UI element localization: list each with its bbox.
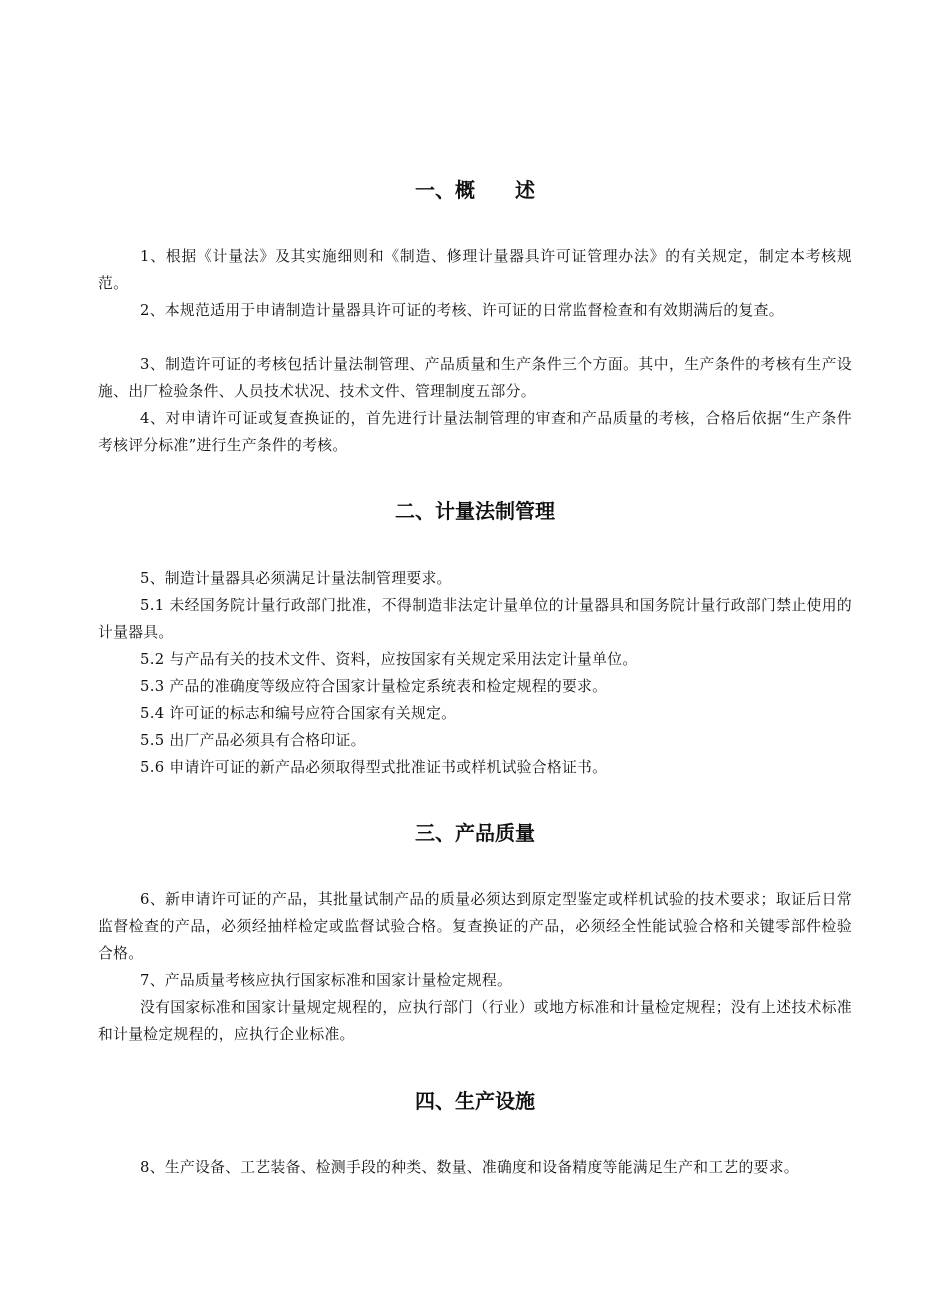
- paragraph: 2、本规范适用于申请制造计量器具许可证的考核、许可证的日常监督检查和有效期满后的复查。: [140, 302, 784, 319]
- paragraph: 5.3 产品的准确度等级应符合国家计量检定系统表和检定规程的要求。: [140, 678, 608, 695]
- paragraph: 5.4 许可证的标志和编号应符合国家有关规定。: [140, 705, 457, 722]
- paragraph: 7、产品质量考核应执行国家标准和国家计量检定规程。: [140, 972, 513, 989]
- paragraph: 4、对申请许可证或复查换证的，首先进行计量法制管理的审查和产品质量的考核，合格后依据“生产条件考核评分标准”进行生产条件的考核。: [98, 410, 852, 454]
- section-heading-overview: 一、概 述: [415, 178, 535, 202]
- paragraph: 5.6 申请许可证的新产品必须取得型式批准证书或样机试验合格证书。: [140, 759, 608, 776]
- paragraph: 1、根据《计量法》及其实施细则和《制造、修理计量器具许可证管理办法》的有关规定，制定本考核规范。: [98, 248, 852, 292]
- paragraph: 6、新申请许可证的产品，其批量试制产品的质量必须达到原定型鉴定或样机试验的技术要求；取证后日常监督检查的产品，必须经抽样检定或监督试验合格。复查换证的产品，必须经全性能试验合格和关键零部件检验合格。: [98, 891, 852, 962]
- paragraph: 5.2 与产品有关的技术文件、资料，应按国家有关规定采用法定计量单位。: [140, 651, 638, 668]
- paragraph: 5.5 出厂产品必须具有合格印证。: [140, 732, 366, 749]
- section-heading-legal-management: 二、计量法制管理: [395, 499, 555, 523]
- paragraph: 3、制造许可证的考核包括计量法制管理、产品质量和生产条件三个方面。其中，生产条件的考核有生产设施、出厂检验条件、人员技术状况、技术文件、管理制度五部分。: [98, 356, 852, 400]
- paragraph: 没有国家标准和国家计量规定规程的，应执行部门（行业）或地方标准和计量检定规程；没有上述技术标准和计量检定规程的，应执行企业标准。: [98, 999, 852, 1043]
- section-heading-production-facilities: 四、生产设施: [415, 1089, 535, 1113]
- paragraph: 5.1 未经国务院计量行政部门批准，不得制造非法定计量单位的计量器具和国务院计量行政部门禁止使用的计量器具。: [98, 597, 852, 641]
- section-heading-product-quality: 三、产品质量: [415, 821, 535, 845]
- paragraph: 5、制造计量器具必须满足计量法制管理要求。: [140, 570, 452, 587]
- paragraph: 8、生产设备、工艺装备、检测手段的种类、数量、准确度和设备精度等能满足生产和工艺的要求。: [140, 1159, 799, 1176]
